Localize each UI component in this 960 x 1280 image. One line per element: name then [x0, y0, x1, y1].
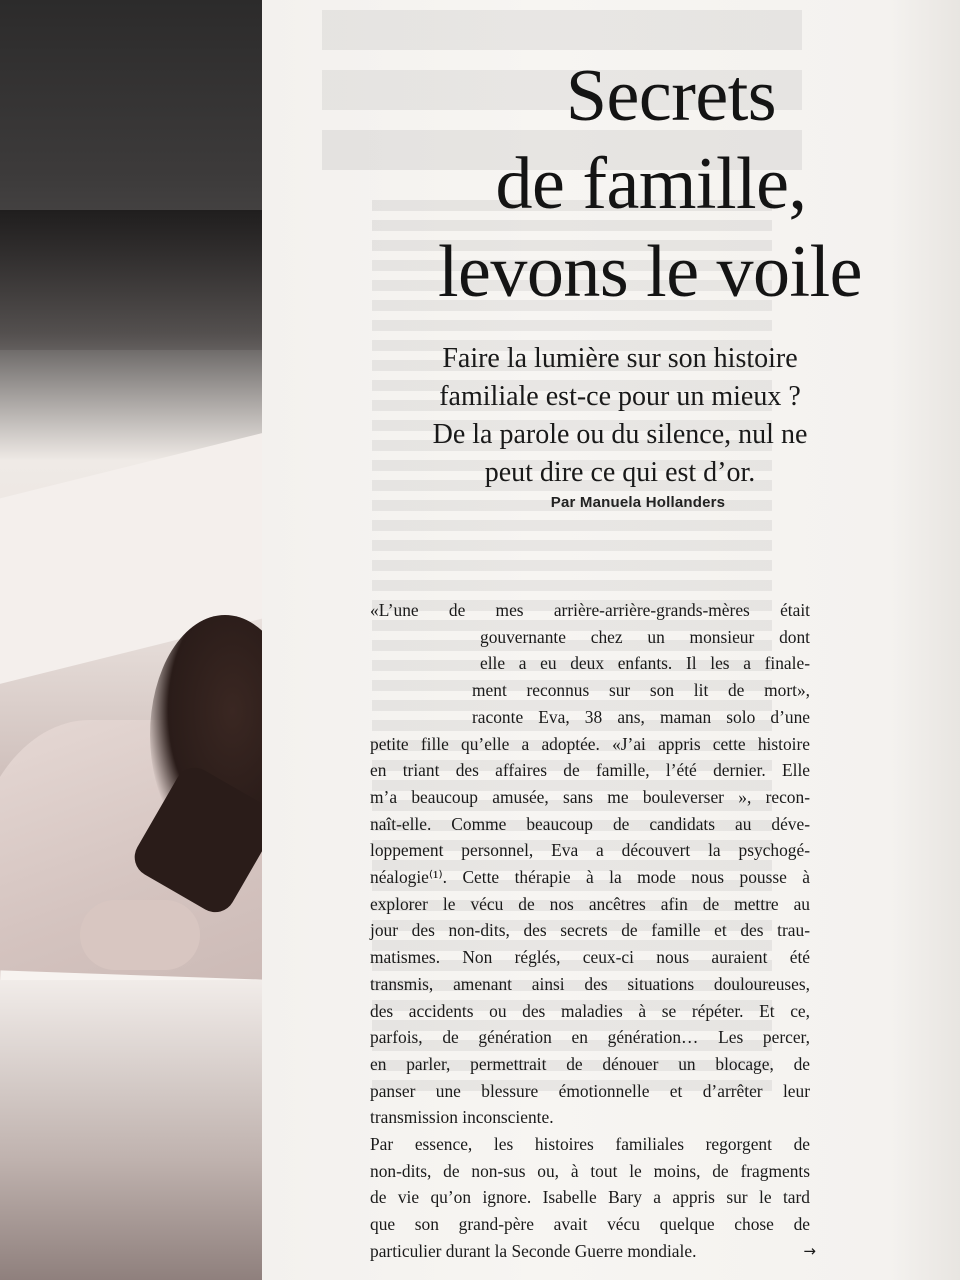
article-lead — [302, 340, 938, 492]
photo-hand — [80, 900, 200, 970]
lead-line: Faire la lumière sur son histoire — [442, 343, 798, 374]
body-line: non-dits, de non-sus ou, à tout le moins, de fragments — [370, 1160, 810, 1181]
lead-line: De la parole ou du silence, nul ne — [432, 419, 808, 450]
article-photo — [0, 0, 262, 1280]
body-line-text: particulier durant la Seconde Guerre mondiale. — [370, 1240, 697, 1261]
body-line: néalogie⁽¹⁾. Cette thérapie à la mode nous pousse à — [370, 867, 810, 888]
body-line: transmis, amenant ainsi des situations douloureuses, — [370, 973, 810, 994]
article-byline: Par Manuela Hollanders — [550, 494, 726, 511]
body-line: jour des non-dits, des secrets de famille et des trau- — [370, 920, 810, 941]
magazine-page — [262, 0, 960, 1280]
body-line: elle a eu deux enfants. Il les a finale- — [480, 653, 810, 674]
title-line-1: Secrets — [565, 55, 777, 137]
title-line-3: levons le voile — [437, 231, 863, 313]
article-body — [370, 597, 816, 1265]
body-line: naît-elle. Comme beaucoup de candidats au déve- — [370, 813, 810, 834]
title-line-2: de famille, — [495, 143, 807, 225]
body-line: Par essence, les histoires familiales regorgent de — [370, 1134, 810, 1155]
body-line: matismes. Non réglés, ceux-ci nous auraient été — [370, 947, 810, 968]
body-line: petite fille qu’elle a adoptée. «J’ai appris cette histoire — [370, 733, 810, 754]
body-line: que son grand-père avait vécu quelque chose de — [370, 1214, 810, 1235]
body-line: ment reconnus sur son lit de mort», — [472, 680, 810, 701]
photo-chair — [0, 980, 262, 1280]
body-line: gouvernante chez un monsieur dont — [480, 626, 810, 647]
body-line: parfois, de génération en génération… Les percer, — [370, 1027, 810, 1048]
body-line: m’a beaucoup amusée, sans me bouleverser », recon- — [370, 786, 810, 807]
body-line: explorer le vécu de nos ancêtres afin de mettre au — [370, 893, 810, 914]
lead-line: familiale est-ce pour un mieux ? — [439, 381, 801, 412]
lead-line: peut dire ce qui est d’or. — [484, 457, 756, 488]
body-line: des accidents ou des maladies à se répéter. Et ce, — [370, 1000, 810, 1021]
photo-background — [0, 210, 262, 350]
body-line-final — [370, 1238, 816, 1265]
continue-arrow-icon: → — [803, 1241, 816, 1260]
body-line: en parler, permettrait de dénouer un blocage, de — [370, 1053, 810, 1074]
body-line: «L’une de mes arrière-arrière-grands-mères était — [370, 600, 810, 620]
body-line: panser une blessure émotionnelle et d’arrêter leur — [370, 1080, 810, 1101]
body-line: de vie qu’on ignore. Isabelle Bary a appris sur le tard — [370, 1187, 810, 1208]
body-line: en triant des affaires de famille, l’été dernier. Elle — [370, 760, 810, 781]
body-line: transmission inconsciente. — [370, 1107, 554, 1128]
body-line: loppement personnel, Eva a découvert la psychogé- — [370, 840, 810, 861]
article-title — [262, 52, 960, 316]
body-line: raconte Eva, 38 ans, maman solo d’une — [472, 706, 810, 727]
